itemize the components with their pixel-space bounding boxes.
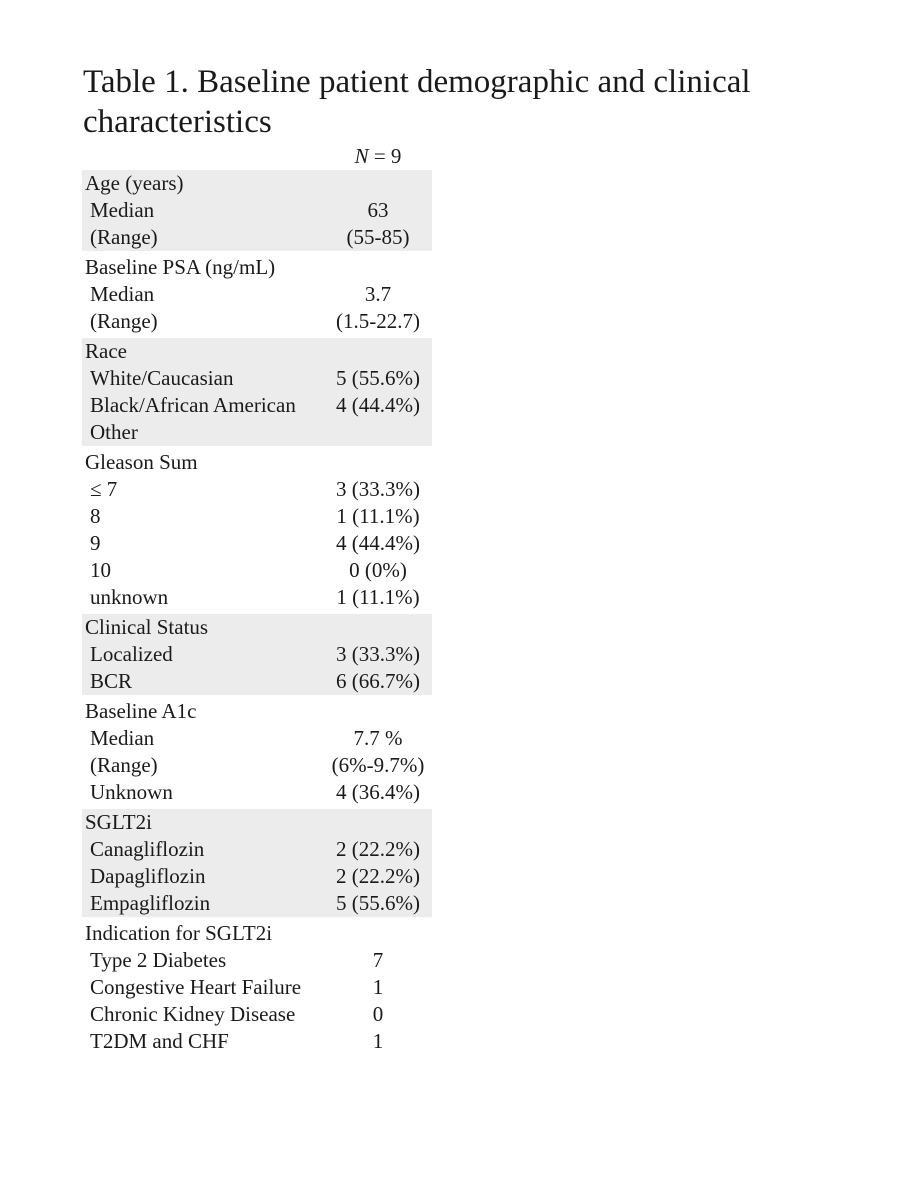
group-label: Baseline A1c <box>85 699 197 723</box>
table-group <box>82 254 432 335</box>
table-row <box>82 365 432 392</box>
table-row <box>82 1001 432 1028</box>
table-row <box>82 974 432 1001</box>
table-row <box>82 668 432 695</box>
header-n-cell <box>324 144 432 169</box>
table-group <box>82 170 432 251</box>
row-value: 3 (33.3%) <box>336 477 420 501</box>
table-group <box>82 698 432 806</box>
group-label: Race <box>85 339 127 363</box>
row-label: (Range) <box>90 753 158 777</box>
row-label: 10 <box>90 558 111 582</box>
row-label: White/Caucasian <box>90 366 234 390</box>
group-label: SGLT2i <box>85 810 152 834</box>
row-label: Median <box>90 282 155 306</box>
table-group <box>82 614 432 695</box>
row-label: Black/African American <box>90 393 296 417</box>
row-value: 5 (55.6%) <box>336 366 420 390</box>
table-row <box>82 281 432 308</box>
group-header-row <box>82 614 432 641</box>
row-value: 63 <box>367 198 389 222</box>
row-value: 0 <box>372 1002 384 1026</box>
row-label: Median <box>90 198 155 222</box>
row-value: 3 (33.3%) <box>336 642 420 666</box>
table-body <box>82 170 432 1055</box>
n-label: N <box>354 143 369 168</box>
table-row <box>82 641 432 668</box>
row-value: 4 (44.4%) <box>336 531 420 555</box>
table-group <box>82 338 432 446</box>
row-value: 2 (22.2%) <box>336 864 420 888</box>
row-label: Other <box>90 420 138 444</box>
row-value: 2 (22.2%) <box>336 837 420 861</box>
table-row <box>82 197 432 224</box>
row-value: 1 (11.1%) <box>336 504 420 528</box>
table-title: Table 1. Baseline patient demographic and clinical characteristics <box>83 64 751 140</box>
table-group <box>82 809 432 917</box>
table-row <box>82 836 432 863</box>
group-label: Gleason Sum <box>85 450 198 474</box>
group-header-row <box>82 920 432 947</box>
row-value: 6 (66.7%) <box>336 669 420 693</box>
n-value: = 9 <box>368 143 402 168</box>
group-header-row <box>82 698 432 725</box>
row-label: Empagliflozin <box>90 891 211 915</box>
row-label: Median <box>90 726 155 750</box>
row-value: 4 (36.4%) <box>336 780 420 804</box>
row-label: ≤ 7 <box>90 477 118 501</box>
row-label: (Range) <box>90 309 158 333</box>
table-row <box>82 224 432 251</box>
group-header-row <box>82 170 432 197</box>
table-row <box>82 308 432 335</box>
table-row <box>82 947 432 974</box>
table-group <box>82 920 432 1055</box>
row-label: Dapagliflozin <box>90 864 206 888</box>
row-label: Canagliflozin <box>90 837 205 861</box>
row-value: 1 (11.1%) <box>336 585 420 609</box>
row-label: Unknown <box>90 780 173 804</box>
row-label: Type 2 Diabetes <box>90 948 227 972</box>
group-label: Indication for SGLT2i <box>85 921 273 945</box>
baseline-characteristics-table <box>82 142 432 1058</box>
group-header-row <box>82 338 432 365</box>
row-label: unknown <box>90 585 169 609</box>
table-row <box>82 392 432 419</box>
row-label: 9 <box>90 531 101 555</box>
table-row <box>82 779 432 806</box>
group-label: Age (years) <box>85 171 184 195</box>
row-label: T2DM and CHF <box>90 1029 229 1053</box>
row-value: (6%-9.7%) <box>331 753 425 777</box>
table-header-row <box>82 142 432 170</box>
table-row <box>82 890 432 917</box>
row-value: 1 <box>372 1029 384 1053</box>
table-row <box>82 419 432 446</box>
row-value: 7.7 % <box>353 726 403 750</box>
table-row <box>82 584 432 611</box>
row-value: (55-85) <box>346 225 410 249</box>
table-row <box>82 752 432 779</box>
table-row <box>82 476 432 503</box>
table-row <box>82 725 432 752</box>
row-value: 0 (0%) <box>349 558 407 582</box>
row-label: Localized <box>90 642 173 666</box>
row-value: 5 (55.6%) <box>336 891 420 915</box>
row-value: 4 (44.4%) <box>336 393 420 417</box>
row-value: 7 <box>372 948 384 972</box>
row-label: (Range) <box>90 225 158 249</box>
row-value: 3.7 <box>364 282 392 306</box>
row-value: 1 <box>372 975 384 999</box>
table-row <box>82 503 432 530</box>
table-row <box>82 557 432 584</box>
table-row <box>82 1028 432 1055</box>
row-label: Chronic Kidney Disease <box>90 1002 296 1026</box>
table-group <box>82 449 432 611</box>
group-header-row <box>82 254 432 281</box>
row-label: 8 <box>90 504 101 528</box>
group-header-row <box>82 449 432 476</box>
group-label: Clinical Status <box>85 615 209 639</box>
group-header-row <box>82 809 432 836</box>
row-label: Congestive Heart Failure <box>90 975 302 999</box>
row-value: (1.5-22.7) <box>336 309 420 333</box>
table-row <box>82 530 432 557</box>
table-row <box>82 863 432 890</box>
group-label: Baseline PSA (ng/mL) <box>85 255 276 279</box>
row-label: BCR <box>90 669 133 693</box>
